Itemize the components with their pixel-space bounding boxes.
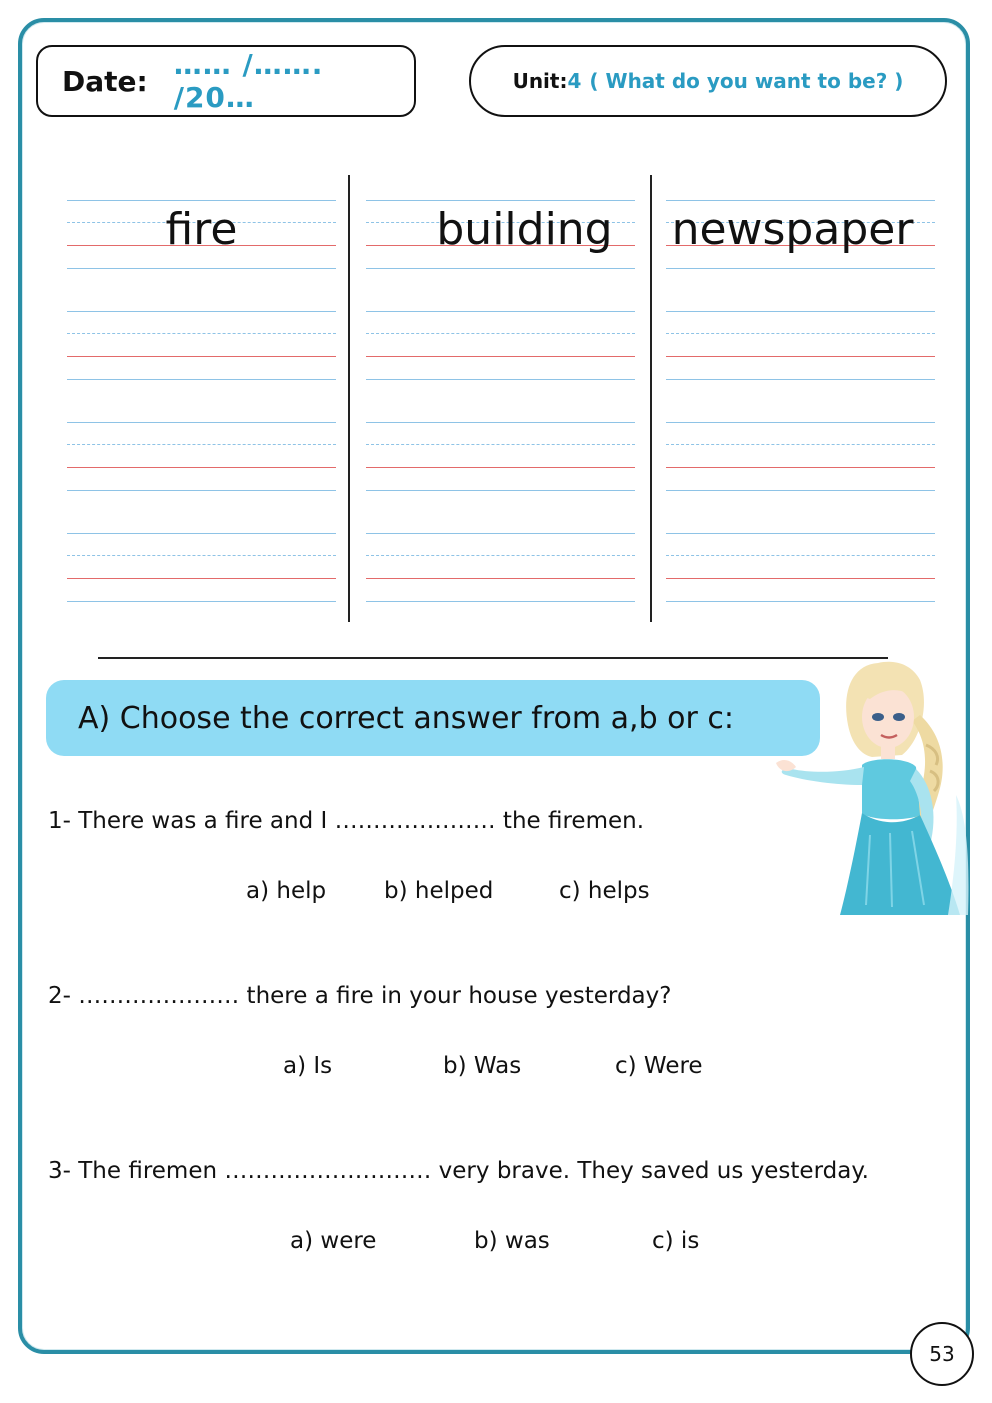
column-divider: [348, 175, 350, 622]
princess-illustration: [770, 645, 975, 923]
guide-line: [366, 200, 635, 201]
guide-line: [666, 356, 935, 357]
guide-line: [666, 311, 935, 312]
guide-line: [67, 356, 336, 357]
guide-line: [666, 467, 935, 468]
guide-line: [666, 578, 935, 579]
question-1: 1- There was a fire and I ………………… the firemen.: [48, 808, 645, 834]
guide-line: [366, 379, 635, 380]
guide-line: [366, 490, 635, 491]
guide-line: [67, 467, 336, 468]
guide-line: [666, 490, 935, 491]
guide-line: [366, 333, 635, 334]
date-box: [36, 45, 416, 117]
column-divider: [650, 175, 652, 622]
guide-line: [67, 578, 336, 579]
guide-line: [67, 533, 336, 534]
guide-line: [366, 311, 635, 312]
guide-line: [666, 533, 935, 534]
guide-line: [666, 333, 935, 334]
guide-line: [67, 311, 336, 312]
guide-line: [366, 533, 635, 534]
guide-line: [366, 444, 635, 445]
option-c[interactable]: c) is: [652, 1228, 700, 1254]
option-a[interactable]: a) help: [246, 878, 327, 904]
guide-line: [366, 601, 635, 602]
guide-line: [67, 555, 336, 556]
section-banner: [46, 680, 820, 756]
question-3: 3- The firemen ……………………… very brave. They saved us yesterday.: [48, 1158, 869, 1184]
guide-line: [366, 578, 635, 579]
guide-line: [366, 422, 635, 423]
unit-number: 4: [567, 69, 582, 93]
option-b[interactable]: b) was: [474, 1228, 550, 1254]
guide-line: [666, 200, 935, 201]
option-a[interactable]: a) were: [290, 1228, 377, 1254]
option-b[interactable]: b) Was: [443, 1053, 522, 1079]
writing-column: [67, 190, 336, 610]
guide-line: [666, 601, 935, 602]
writing-column: [366, 190, 635, 610]
guide-line: [67, 490, 336, 491]
practice-word: building: [436, 204, 613, 255]
practice-word: newspaper: [671, 204, 914, 255]
option-b[interactable]: b) helped: [384, 878, 494, 904]
page-number: 53: [910, 1322, 974, 1386]
guide-line: [67, 379, 336, 380]
guide-line: [666, 268, 935, 269]
unit-title: ( What do you want to be? ): [589, 69, 904, 93]
section-title: A) Choose the correct answer from a,b or c:: [78, 700, 734, 736]
guide-line: [666, 422, 935, 423]
guide-line: [366, 555, 635, 556]
date-blank: …… /……. /20…: [173, 48, 324, 114]
guide-line: [366, 356, 635, 357]
guide-line: [666, 555, 935, 556]
unit-label: Unit:: [512, 69, 568, 93]
date-label: Date:: [62, 64, 148, 98]
guide-line: [67, 200, 336, 201]
guide-line: [666, 379, 935, 380]
guide-line: [67, 444, 336, 445]
option-a[interactable]: a) Is: [283, 1053, 333, 1079]
option-c[interactable]: c) helps: [559, 878, 650, 904]
writing-column: [666, 190, 935, 610]
guide-line: [366, 268, 635, 269]
practice-word: fire: [165, 204, 238, 255]
guide-line: [67, 601, 336, 602]
unit-box: [469, 45, 947, 117]
guide-line: [67, 422, 336, 423]
guide-line: [366, 467, 635, 468]
guide-line: [67, 333, 336, 334]
guide-line: [666, 444, 935, 445]
option-c[interactable]: c) Were: [615, 1053, 703, 1079]
guide-line: [67, 268, 336, 269]
question-2: 2- ………………… there a fire in your house yesterday?: [48, 983, 672, 1009]
